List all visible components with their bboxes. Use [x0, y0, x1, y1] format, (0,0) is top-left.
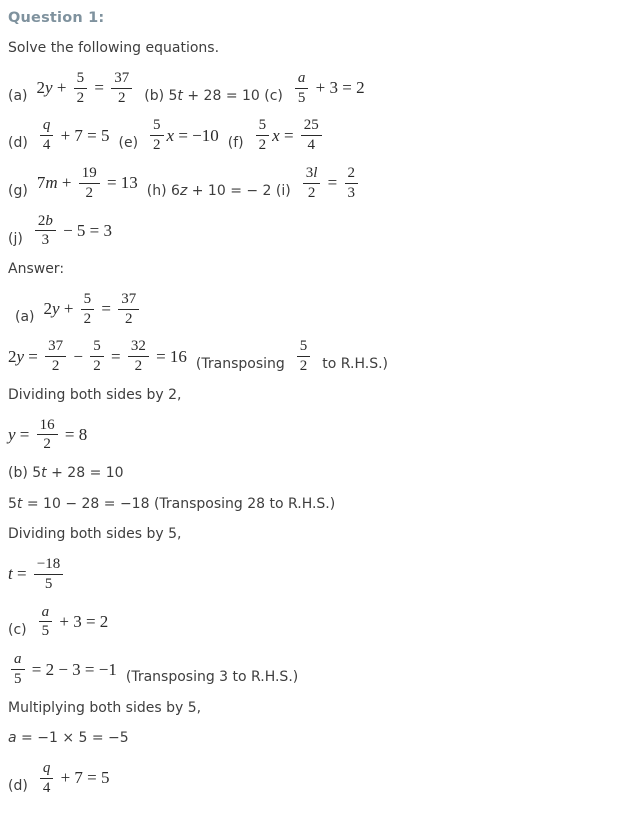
math-expression: [8, 338, 187, 375]
text-segment: (Transposing: [195, 356, 285, 373]
text-segment: (b) 5t + 28 = 10: [8, 465, 124, 482]
fraction-denominator: 2: [83, 310, 92, 327]
eq-row-abc: [8, 70, 632, 107]
fraction-numerator: 25: [301, 117, 322, 136]
math-expression: [37, 165, 138, 202]
fraction-denominator: 2: [118, 89, 126, 106]
fraction-numerator: 2: [345, 165, 359, 184]
fraction: [81, 291, 95, 328]
fraction-numerator: 32: [128, 338, 149, 357]
fraction-numerator: 5: [74, 70, 88, 89]
fraction-denominator: 4: [42, 779, 51, 796]
fraction-denominator: 5: [41, 623, 50, 640]
fraction: [11, 651, 25, 688]
math-run: = 16: [151, 346, 187, 366]
fraction-denominator: 4: [42, 137, 51, 154]
answer-d-eq: [8, 760, 632, 797]
fraction-numerator: 2b: [35, 213, 56, 232]
fraction-denominator: 2: [153, 137, 161, 154]
fraction-denominator: 5: [44, 575, 53, 592]
fraction: [79, 165, 100, 202]
fraction-denominator: 3: [347, 184, 355, 201]
answer-c-step2: [8, 699, 632, 719]
math-expression: [36, 604, 109, 641]
fraction: [345, 165, 359, 202]
fraction-numerator: 37: [118, 291, 139, 310]
answer-heading: [8, 260, 632, 280]
math-run: =: [323, 173, 342, 193]
fraction: [74, 70, 88, 107]
intro-line: [8, 39, 632, 59]
fraction: [301, 117, 322, 154]
fraction-numerator: a: [11, 651, 25, 670]
fraction-denominator: 4: [307, 137, 316, 154]
fraction: [40, 117, 54, 154]
math-expression: [8, 417, 87, 454]
answer-b-result: [8, 556, 632, 593]
fraction-numerator: 5: [81, 291, 95, 310]
math-run: 2y +: [43, 299, 78, 319]
fraction: [295, 70, 309, 107]
fraction-denominator: 2: [258, 137, 267, 154]
fraction: [118, 291, 139, 328]
answer-b-step2: [8, 525, 632, 545]
fraction: [40, 760, 54, 797]
text-segment: a = −1 × 5 = −5: [8, 730, 129, 747]
fraction-numerator: a: [295, 70, 309, 89]
answer-b-eq: [8, 464, 632, 484]
math-run: y =: [8, 425, 34, 445]
answer-a-step2: [8, 386, 632, 406]
fraction-numerator: −18: [34, 556, 63, 575]
fraction-denominator: 5: [297, 89, 306, 106]
fraction-denominator: 2: [299, 358, 308, 375]
math-run: x =: [272, 125, 298, 145]
text-segment: (d): [8, 135, 28, 152]
fraction-numerator: 5: [90, 338, 104, 357]
math-run: t =: [8, 564, 31, 584]
fraction: [256, 117, 270, 154]
fraction: [34, 556, 63, 593]
math-run: 2y +: [36, 78, 71, 98]
text-segment: Solve the following equations.: [8, 40, 220, 57]
answer-c-step1: [8, 651, 632, 688]
math-run: =: [97, 299, 116, 319]
fraction-numerator: q: [40, 760, 54, 779]
fraction: [128, 338, 149, 375]
math-run: − 5 = 3: [58, 221, 113, 241]
text-segment: (c): [8, 621, 27, 638]
fraction-numerator: 37: [111, 70, 132, 89]
text-segment: to R.H.S.): [322, 356, 388, 373]
question-heading: [8, 8, 632, 28]
fraction: [35, 213, 56, 250]
math-expression: [44, 291, 143, 328]
fraction-denominator: 2: [134, 358, 143, 375]
math-run: + 3 = 2: [311, 78, 365, 98]
math-expression: [253, 117, 325, 154]
fraction-denominator: 2: [43, 436, 51, 453]
fraction-numerator: 37: [45, 338, 66, 357]
fraction: [37, 417, 58, 454]
math-run: + 3 = 2: [55, 612, 109, 631]
text-segment: (d): [8, 777, 28, 794]
answer-c-eq: [8, 604, 632, 641]
fraction-numerator: 16: [37, 417, 58, 436]
fraction-numerator: 5: [150, 117, 164, 136]
math-run: =: [90, 78, 109, 98]
fraction: [45, 338, 66, 375]
eq-row-def: [8, 117, 632, 154]
answer-a-step1: [8, 338, 632, 375]
text-segment: (g): [8, 183, 28, 200]
fraction-numerator: 3l: [303, 165, 321, 184]
text-segment: (a): [15, 308, 35, 325]
answer-a-result: [8, 417, 632, 454]
text-segment: Multiplying both sides by 5,: [8, 699, 202, 716]
text-segment: (Transposing 3 to R.H.S.): [125, 669, 299, 686]
fraction: [150, 117, 164, 154]
math-expression: [32, 213, 112, 250]
math-run: x = −10: [166, 125, 219, 145]
fraction-denominator: 2: [125, 310, 133, 327]
text-segment: (j): [8, 230, 23, 247]
text-segment: (e): [118, 135, 139, 152]
fraction-denominator: 3: [41, 232, 50, 249]
fraction-numerator: 5: [256, 117, 270, 136]
math-run: + 7 = 5: [56, 125, 110, 145]
fraction: [303, 165, 321, 202]
text-segment: Question 1:: [8, 10, 105, 26]
text-segment: (f): [227, 135, 244, 152]
text-segment: (b) 5t + 28 = 10 (c): [144, 87, 283, 104]
text-segment: Dividing both sides by 5,: [8, 526, 182, 543]
math-expression: [37, 760, 110, 797]
eq-row-j: [8, 213, 632, 250]
eq-row-ghi: [8, 165, 632, 202]
math-expression: [292, 70, 365, 107]
fraction-numerator: 5: [297, 338, 311, 357]
math-expression: [300, 165, 361, 202]
math-expression: [37, 70, 136, 107]
math-run: 7m +: [36, 173, 76, 193]
math-run: = 8: [60, 425, 88, 445]
math-expression: [8, 651, 117, 688]
math-run: −: [69, 346, 88, 366]
answer-c-result: [8, 729, 632, 749]
fraction-denominator: 5: [14, 671, 22, 687]
fraction: [39, 604, 53, 641]
fraction-numerator: 19: [79, 165, 100, 184]
math-expression: [37, 117, 110, 154]
text-segment: Dividing both sides by 2,: [8, 387, 182, 404]
fraction-numerator: q: [40, 117, 54, 136]
math-expression: [8, 556, 66, 593]
math-run: = 2 − 3 = −1: [27, 659, 117, 679]
math-expression: [147, 117, 219, 154]
math-run: =: [106, 346, 125, 366]
text-segment: 5t = 10 − 28 = −18 (Transposing 28 to R.H.S.): [8, 495, 336, 512]
math-expression: [294, 338, 314, 375]
fraction-denominator: 2: [85, 184, 93, 201]
answer-b-step1: [8, 495, 632, 515]
text-segment: (a): [8, 87, 28, 104]
fraction: [297, 338, 311, 375]
fraction-denominator: 2: [51, 358, 60, 375]
fraction-numerator: a: [39, 604, 53, 623]
math-run: + 7 = 5: [56, 768, 110, 788]
math-run: = 13: [102, 173, 138, 193]
fraction-denominator: 2: [93, 358, 101, 375]
fraction: [90, 338, 104, 375]
fraction: [111, 70, 132, 107]
answer-a-eq: [15, 291, 632, 328]
fraction-denominator: 2: [76, 89, 85, 106]
fraction-denominator: 2: [307, 184, 316, 201]
math-run: 2y =: [8, 346, 43, 366]
text-segment: Answer:: [8, 261, 65, 278]
text-segment: (h) 6z + 10 = − 2 (i): [146, 183, 291, 200]
